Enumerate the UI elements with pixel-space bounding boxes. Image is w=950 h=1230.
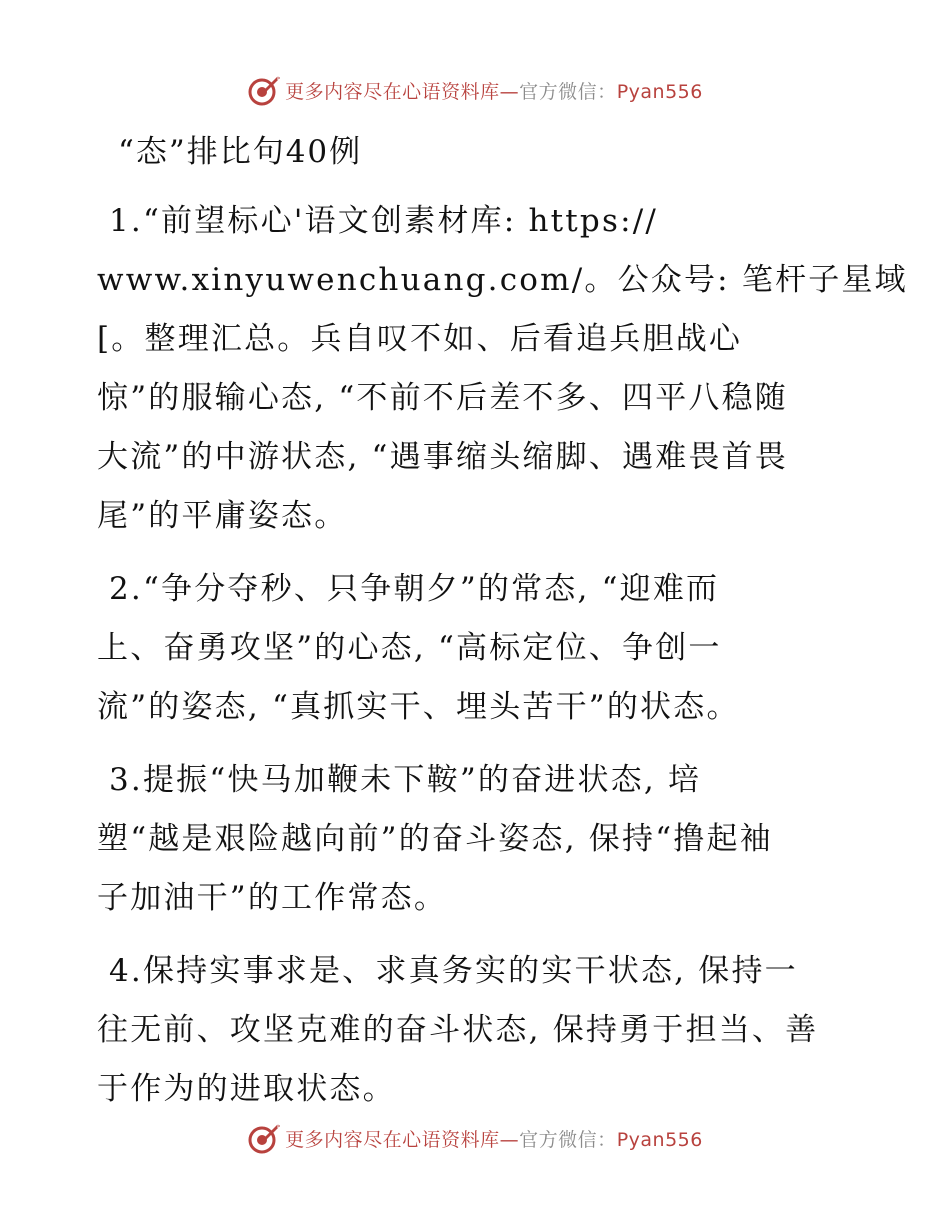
paragraph-4 — [97, 942, 857, 1119]
paragraph-line: 尾”的平庸姿态。 — [97, 498, 348, 534]
paragraph-line: 塑“越是艰险越向前”的奋斗姿态, 保持“撸起袖 — [97, 821, 773, 857]
header-watermark — [0, 70, 950, 110]
paragraph-line: 大流”的中游状态, “遇事缩头缩脚、遇难畏首畏 — [97, 439, 789, 475]
paragraph-line: www.xinyuwenchuang.com/。公众号: 笔杆子星域 — [97, 262, 908, 298]
paragraph-line: 3.提振“快马加鞭未下鞍”的奋进状态, 培 — [109, 762, 702, 798]
document-title: “态”排比句40例 — [118, 134, 363, 170]
paragraph-line: 上、奋勇攻坚”的心态, “高标定位、争创一 — [97, 630, 722, 666]
watermark-text: 更多内容尽在心语资料库—官方微信：Pyan556 — [285, 80, 703, 103]
pen-logo-icon — [247, 73, 281, 107]
paragraph-line: 流”的姿态, “真抓实干、埋头苦干”的状态。 — [97, 689, 740, 725]
paragraph-line: 1.“前望标心'语文创素材库: https:// — [109, 203, 659, 239]
paragraph-line: 2.“争分夺秒、只争朝夕”的常态, “迎难而 — [109, 571, 720, 607]
document-body — [97, 192, 908, 1133]
paragraph-line: [。整理汇总。兵自叹不如、后看追兵胆战心 — [97, 321, 743, 357]
paragraph-line: 惊”的服输心态, “不前不后差不多、四平八稳随 — [97, 380, 789, 416]
paragraph-3 — [97, 751, 857, 928]
paragraph-2 — [97, 560, 857, 737]
footer-watermark — [0, 1118, 950, 1158]
paragraph-line: 往无前、攻坚克难的奋斗状态, 保持勇于担当、善 — [97, 1012, 819, 1048]
paragraph-line: 子加油干”的工作常态。 — [97, 880, 448, 916]
paragraph-line: 于作为的进取状态。 — [97, 1071, 396, 1107]
pen-logo-icon — [247, 1121, 281, 1155]
paragraph-1 — [97, 192, 908, 546]
paragraph-line: 4.保持实事求是、求真务实的实干状态, 保持一 — [109, 953, 798, 989]
watermark-text: 更多内容尽在心语资料库—官方微信：Pyan556 — [285, 1128, 703, 1151]
